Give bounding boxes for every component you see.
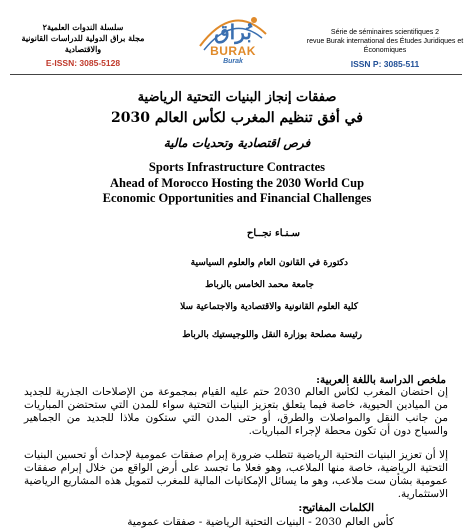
title-en-line3: Economic Opportunities and Financial Challenges <box>102 191 372 205</box>
series-title-ar: سلسلة الندوات العلمية٢ <box>42 22 124 32</box>
author-faculty: كلية العلوم القانونية والاقتصادية والاجتماعية سلا <box>180 302 358 312</box>
title-en-line1: Sports Infrastructure Contractes <box>148 160 326 174</box>
e-issn: E-ISSN: 3085-5128 <box>45 58 121 68</box>
logo-text-ar: بُراق <box>214 22 252 44</box>
p-issn: ISSN P: 3085-511 <box>350 59 420 69</box>
abstract-paragraph-1: إن احتضان المغرب لكأس العالم 2030 حتم عليه القيام بمجموعة من الإصلاحات الجذرية للجديد من الميادين الحيوية، خاصة فيما يتعلق بتعزيز البنيات التحتية سواء للمدن التي ستحتضن المباريات من جانب النقل والمواصلات والطرق، أو حتى المدن التي ستكون ملاذا للجديد من الجماهير والسياح دون أن تكون محطة لإجراء المباريات. <box>24 386 448 437</box>
author-position: رئيسة مصلحة بوزارة النقل واللوجيستيك بالرباط <box>182 330 362 340</box>
title-ar-line2: في أفق تنظيم المغرب لكأس العالم 2030 <box>111 110 363 126</box>
title-ar-line3: فرص اقتصادية وتحديات مالية <box>163 136 311 150</box>
keywords-line: كأس العالم 2030 - البنيات التحتية الرياضية - صفقات عمومية <box>127 516 394 528</box>
logo-text-sub: Burak <box>223 58 243 65</box>
author-degree: دكتورة في القانون العام والعلوم السياسية <box>190 258 348 268</box>
logo-text-lat: BURAK <box>210 44 256 58</box>
header-divider <box>10 74 462 75</box>
header-left <box>8 22 158 68</box>
keywords-heading: الكلمات المفاتيح: <box>298 502 374 514</box>
journal-title-ar: مجلة براق الدولية للدراسات القانونية والاقتصادية <box>21 33 145 54</box>
title-en-line2: Ahead of Morocco Hosting the 2030 World Cup <box>109 176 365 190</box>
abstract-paragraph-2: إلا أن تعزيز البنيات التحتية الرياضية تتطلب ضرورة إبرام صفقات عمومية لإحداث أو تحسين البنيات التحتية الرياضية، خاصة منها الملاعب، وهو فعلا ما تجسد على أرض الواقع من خلال إبرام صفقات عمومية بشأن ست ملاعب، وهو ما يسائل الإمكانيات المالية للمغرب لتمويل هذه المشاريع الرياضية الاستثمارية. <box>24 449 448 500</box>
author-university: جامعة محمد الخامس بالرباط <box>205 280 314 290</box>
header-right <box>300 28 470 69</box>
author-name: سـنـاء نجــاح <box>246 228 300 239</box>
series-title-fr: Série de séminaires scientifiques 2 <box>330 29 440 36</box>
title-ar-line1: صفقات إنجاز البنيات التحتية الرياضية <box>137 90 337 105</box>
abstract-heading: ملخص الدراسة باللغة العربية: <box>316 374 446 386</box>
journal-title-fr: revue Burak international des Études Juridiques et Économiques <box>306 38 464 54</box>
journal-logo <box>190 6 276 76</box>
